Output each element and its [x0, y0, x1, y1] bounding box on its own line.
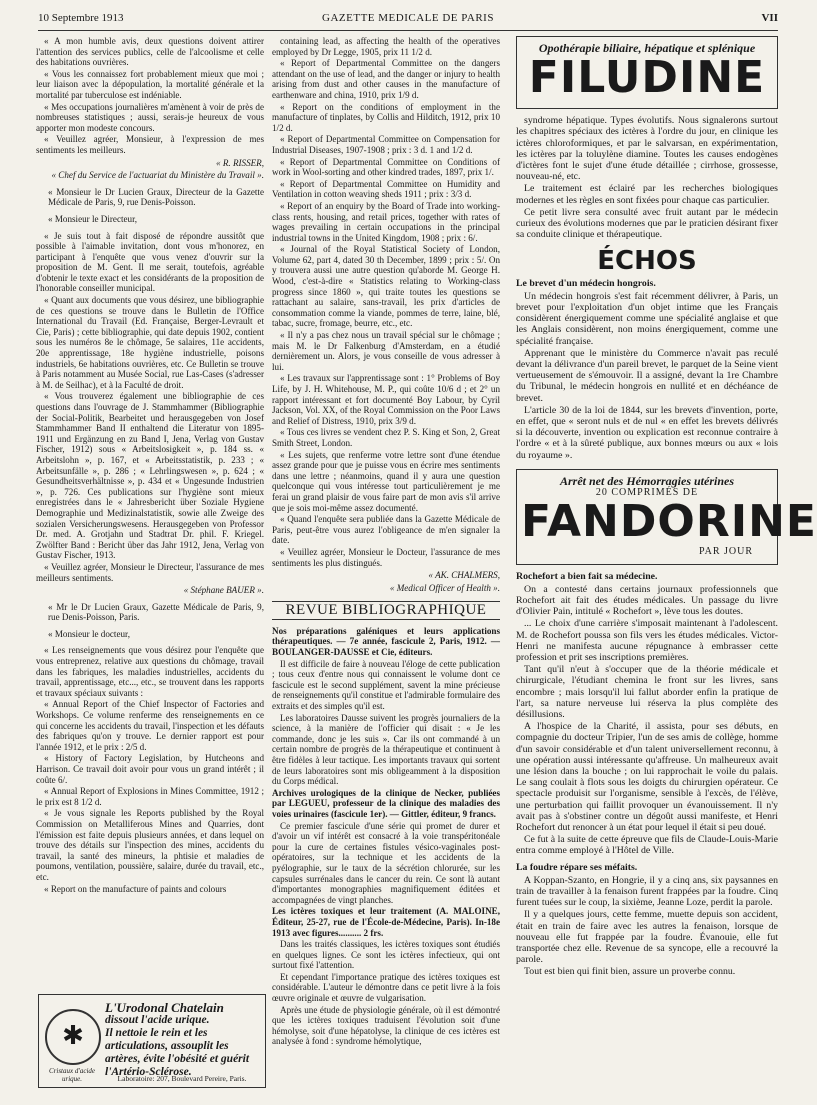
header-rule [38, 30, 778, 31]
paragraph: « Quant aux documents que vous désirez, une bibliographie de ces questions se trouve dans le Bulletin de l'Office International du Travail (Ed. Française, Berger-Levrault et Cie, Paris) ; cette bibliographie, qui date depuis 1902, contient sous les numéros 8e le chômage, 5e salaires, 11e accidents, 20e apprentissage, 18e hygiène industrielle, poisons industriels, 6e habitations ouvrières, etc. Ce Bulletin se trouve à Paris notamment au Musée Social, rue Las-Cases (s'adresser à M. de Seilhac), et à la Faculté de droit. [36, 295, 264, 390]
paragraph: « Veuillez agréer, Monsieur, à l'expression de mes sentiments les meilleurs. [36, 134, 264, 155]
paragraph: Apprenant que le ministère du Commerce n'avait pas reculé devant la délivrance d'un pareil brevet, le parquet de la Seine vient vertueusement de s'émouvoir. Il a assigné, devant la 1re Chambre du Tribunal, le médecin hongrois en nullité et en déchéance de brevet. [516, 347, 778, 404]
salutation: « Monsieur le Directeur, [48, 213, 138, 224]
paragraph: « Journal of the Royal Statistical Society of London, Volume 62, part 4, dated 30 th December, 1899 ; prix : 5/. On y trouvera aussi une autre question qu'aborde M. George H. Wood, c'est-à-dire « Statistics relating to Working-class progress since 1860 », qui traite toutes les questions se rattachant au salaire, sans-travail, les prix d'articles de consommation comme la viande, pommes de terre, laine, blé, tabac, sucre, fromage, beurre, etc., etc. [272, 244, 500, 329]
paragraph: Un médecin hongrois s'est fait récemment délivrer, à Paris, un brevet pour l'exploitation d'un objet intime que les Français considèrent énergiquement comme une spécialité anglaise et que les Anglais considèrent, non moins énergiquement, comme une spécialité française. [516, 290, 778, 347]
paragraph: « History of Factory Legislation, by Hutcheons and Harrison. Ce travail doit avoir pour vous un grand intérêt ; il coûte 6/. [36, 753, 264, 785]
paragraph: « Report of Departmental Committee on Compensation for Industrial Diseases, 1907-1908 ; prix : 3 d. 1 and 1/2 d. [272, 134, 500, 155]
paragraph: A Koppan-Szanto, en Hongrie, il y a cinq ans, six paysannes en train de travailler à la fenaison furent frappées par la foudre. Cinq furent tuées sur le coup, la sixième, Jeanne Loze, perdit la parole. [516, 874, 778, 909]
paragraph: Ce premier fascicule d'une série qui promet de durer et d'avoir un vif intérêt est consacré à la voie transpéritonéale pour la cure de certaines fistules vésico-vaginales post-opératoires, sur la technique et les accidents de la pyélographie, sur le taux de la sécrétion chlorurée, sur les capsules surrénales dans le cancer du rein. Ce sont là autant d'importantes monographies magnifiquement éditées et accompagnées de vingt planches. [272, 820, 500, 905]
paragraph: Tout est bien qui finit bien, assure un proverbe connu. [524, 966, 736, 978]
signature: « R. RISSER, [216, 157, 264, 168]
ad-line: L'Urodonal Chatelain [105, 1000, 224, 1015]
ad-dose: PAR JOUR [698, 546, 753, 558]
paragraph: « Quand l'enquête sera publiée dans la Gazette Médicale de Paris, peut-être vous aurez l'obligeance de m'en signaler la date. [272, 514, 500, 546]
signature-title: « Medical Officer of Health ». [389, 582, 500, 593]
paragraph: « Les sujets, que renferme votre lettre sont d'une étendue assez grande pour que je puisse vous en écrire mes sentiments dans une lettre ; néanmoins, quand il y aura une question quelconque qui vous intéresse tout particulièrement je me ferai un grand plaisir de vous faire part de mon avis s'il arrive que je sois moi-même assez documenté. [272, 449, 500, 513]
ad-subtitle: Arrêt net des Hémorragies utérines [559, 473, 734, 488]
logo-caption: Cristaux d'acide urique. [48, 1067, 96, 1083]
header-title: GAZETTE MEDICALE DE PARIS [322, 12, 494, 24]
paragraph: ... Le choix d'une carrière s'imposait maintenant à l'adolescent. M. de Rochefort poussa son fils vers les études médicales. Victor-Henri ne manifesta aucune répugnance à embrasser cette profession et prit ses inscriptions premières. [516, 618, 778, 663]
paragraph: « Report of Departmental Committee on Humidity and Ventilation in cotton weaving sheds 1911 ; prix : 3/3 d. [272, 178, 500, 200]
address-line: « Monsieur le Dr Lucien Graux, Directeur de la Gazette Médicale de Paris, 9, rue Denis-Poisson. [48, 186, 264, 208]
signature-title: « Chef du Service de l'actuariat du Ministère du Travail ». [51, 170, 264, 181]
paragraph: « Veuillez agréer, Monsieur le Directeur, l'assurance de mes meilleurs sentiments. [36, 561, 264, 583]
paragraph: « Je vous signale les Reports published by the Royal Commission on Metalliferous Mines and Quarries, dont l'émission est faite depuis plusieurs années, et dans lequel on trouve des détails sur l'inspection des mines, accidents du travail, la santé des mineurs, la phtisie et maladies de poumons, ventilation, poussière, salaire, durée du travail, etc., etc. [36, 808, 264, 882]
column-right [516, 36, 817, 1096]
paragraph: « Je suis tout à fait disposé de répondre aussitôt que possible à l'aimable invitation, dont vous m'honorez, en participant à l'enquête que vous venez d'ouvrir sur la proposition de M. Gent. Il me serait, toutefois, agréable d'obtenir le texte exact et les considérants de la proposition de l'honorable conseiller municipal. [36, 230, 264, 294]
ad-address: Laboratoire: 207, Boulevard Pereire, Paris. [117, 1074, 247, 1083]
paragraph: Les laboratoires Dausse suivent les progrès journaliers de la science, à la manière de l'officier qui disait : « Je les commande, donc je les suis ». Car ils ont commandé à un certain nombre de progrès de la thérapeutique et continuent à être fidèles à leur tactique. Les importants travaux qui sortent de leurs laboratoires sont mis obligeamment à la disposition du Corps médical. [272, 712, 500, 787]
paragraph: Après une étude de physiologie générale, où il est démontré que les ictères toxiques traduisent l'évolution soit d'une hémolyse, soit d'une hépatolyse, la clinique de ces ictères est analysée à fond : syndrome hémolytique, [272, 1004, 500, 1047]
paragraph: L'article 30 de la loi de 1844, sur les brevets d'invention, porte, en effet, que « seront nuls et de nul « en effet les brevets délivrés si la découverte, invention ou explication est reconnue contraire à l'ordre « et à la sûreté publique, aux bonnes mœurs ou aux « lois du royaume ». [516, 404, 778, 461]
book-heading: Nos préparations galéniques et leurs applications thérapeutiques. — 7e année, fascicule 2, Paris, 1912. — BOULANGER-DAUSSE et Cie, éditeurs. [272, 625, 500, 658]
paragraph: Et cependant l'importance pratique des ictères toxiques est considérable. L'auteur le démontre dans ce petit livre à la fois œuvre originale et œuvre de vulgarisation. [272, 971, 500, 1004]
paragraph: « Mes occupations journalières m'amènent à voir de près de nombreuses statistiques ; aussi, serais-je heureux de vous apporter mon modeste concours. [36, 101, 264, 133]
paragraph: Ce fut à la suite de cette épreuve que fils de Claude-Louis-Marie entra comme employé à l'Hôtel de Ville. [516, 834, 778, 857]
paragraph: « A mon humble avis, deux questions doivent attirer l'attention des services publics, celle de l'alcoolisme et celle des habitations ouvrières. [36, 36, 264, 68]
ad-line: dissout l'acide urique. [105, 1014, 210, 1026]
fandorine-advertisement [516, 469, 817, 565]
paragraph: « Report on the conditions of employment in the manufacture of tinplates, by Collis and Hilditch, 1912, prix 10 1/2 d. [272, 101, 500, 133]
paragraph: « Les travaux sur l'apprentissage sont : 1° Problems of Boy Life, by J. H. Whitehouse, M. P., qui coûte 10/6 d ; et 2° un rapport intéressant et fort documenté Boy Labour, by Cyril Jackson, Vol. XX, of the Royal Commission on the Poor Laws and Relief of Distress, 1910, prix 3/9 d. [272, 373, 500, 426]
book-heading: Archives urologiques de la clinique de Necker, publiées par LEGUEU, professeur de la clinique des maladies des voies urinaires (fascicule 1er). — Gittler, éditeur, 9 francs. [272, 787, 500, 819]
header-date: 10 Septembre 1913 [38, 12, 124, 24]
ad-brand: FILUDINE [528, 52, 766, 104]
paragraph: « Vous les connaissez fort probablement mieux que moi ; leur liaison avec la dépopulation, la mortalité générale et la mortalité par tuberculose est indéniable. [36, 68, 264, 100]
paragraph: Dans les traités classiques, les ictères toxiques sont étudiés en quelques lignes. Ce sont les ictères infectieux, qui ont surtout fixé l'attention. [272, 939, 500, 971]
book-heading: Les ictères toxiques et leur traitement (A. MALOINE, Éditeur, 25-27, rue de l'École-de-Médecine, Paris). In-18e 1913 avec figures.......... 2 frs. [272, 906, 500, 938]
paragraph: Ce petit livre sera consulté avec fruit autant par le médecin curieux des évolutions modernes que par le praticien désirant fixer sa conduite clinique et thérapeutique. [516, 206, 778, 241]
paragraph: Il est difficile de faire à nouveau l'éloge de cette publication ; tous ceux d'entre nous qui connaissent le volume dont ce fascicule est le second supplément, savent la mine précieuse de renseignements qu'il constitue et l'admirable formulaire des extraits et des simples qu'il est. [272, 658, 500, 712]
paragraph: « Report on the manufacture of paints and colours [44, 883, 227, 894]
paragraph: « Veuillez agréer, Monsieur le Docteur, l'assurance de mes sentiments les plus distingués. [272, 546, 500, 568]
urodonal-advertisement [38, 994, 266, 1088]
paragraph: « Report of Departmental Committee on the dangers attendant on the use of lead, and the danger or injury to health arising from dust and other causes in the manufacture of earthenware and china, 1910, prix 1/9 d. [272, 58, 500, 100]
page-header [38, 10, 778, 28]
ad-text [105, 1001, 261, 1079]
section-title-revue: REVUE BIBLIOGRAPHIQUE [272, 601, 500, 620]
ad-brand: FANDORINE [521, 496, 817, 548]
paragraph: « Vous trouverez également une bibliographie de ces questions dans l'ouvrage de J. Stammhammer (Bibliographie der Social-Politik, Bearbeitet und herausgegeben von Josef Stammhammer Band II enthaltend die Literatur von 1895-1911 und Ergänzung en zu Band I, Jena, Verlag von Gustav Fischer, 1912) sous « Arbeitslosigkeit », p. 184 ss. « Arbeitslohn », p. 167, et « Arbeitsstatistik, p. 233 ; « Arbeitsunfälle », p. 286 ; « Lehrlingswesen », p. 624 ; « Gesundheitsverhältnisse », p. 434 et « Ungesunde Industrien », p. 726. Ces publications sur l'hygiène sont mieux enregistrées dans le « Jahresbericht über Soziale Hygiene Demographie und Medizinalstatistik, sowie alle Zweige des sozialen Versicherungswesens. Herausgegeben von Professor Dr. med. A. Grotjahn und Stadtrat Dr. phil. F. Kriegel. Zwölfter Band : Bericht über das Jahr 1912, Jena, Verlag von Gustav Fischer, 1913. [36, 391, 264, 561]
paragraph: containing lead, as affecting the health of the operatives employed by Dr Legge, 1905, prix 11 1/2 d. [272, 36, 500, 57]
ad-subtitle: Opothérapie biliaire, hépatique et splénique [538, 41, 756, 55]
signature: « Stéphane BAUER ». [183, 585, 264, 596]
paragraph: syndrome hépatique. Types évolutifs. Nous signalerons surtout les chapitres spéciaux des ictères à l'ordre du jour, en clinique les ictères chloroformiques, et par le salvarsan, en expérimentation, les ictères par la toluylène diamine. Toutes les causes endogènes d'ictères font le sujet d'une étude détaillée ; cirrhose, grossesse, nouveau-né, etc. [516, 115, 778, 183]
salutation: « Monsieur le docteur, [48, 628, 130, 639]
paragraph: « Tous ces livres se vendent chez P. S. King et Son, 2, Great Smith Street, London. [272, 427, 500, 448]
header-page-number: VII [761, 12, 778, 24]
paragraph: A l'hospice de la Charité, il assista, pour ses débuts, en compagnie du docteur Tripier, l'un de ses amis de collège, homme d'un savoir considérable et d'un talent universellement reconnu, à une opération aussi intéressante qu'affreuse. Un malheureux avait une lésion dans la bouche ; on lui rapprochait le voile du palais. Le sang coulait à flots sous les doigts du chirurgien opérateur. Ce spectacle produisit sur l'organisme, sensible à l'excès, de l'élève, une perturbation qui faillit provoquer un évanouissement. Il n'y avait pas à s'obstiner contre un dégoût aussi manifeste, et Henri Rochefort dut renoncer à un état pour lequel il était si peu doué. [516, 721, 778, 833]
column-left [36, 36, 264, 991]
paragraph: « Report of an enquiry by the Board of Trade into working-class rents, housing, and retail prices, together with rates of wages prevailing in certain occupations in the principal industrial towns in the United Kingdom, 1908 ; prix : 6/. [272, 200, 500, 243]
paragraph: « Report of Departmental Committee on Conditions of work in Wool-sorting and other kindred trades, 1897, prix 1/. [272, 156, 500, 178]
news-heading: Le brevet d'un médecin hongrois. [516, 277, 656, 289]
signature: « AK. CHALMERS, [428, 570, 500, 581]
paragraph: Il y a quelques jours, cette femme, muette depuis son accident, était en train de faire avec les autres la fenaison, lorsque de nouveau elle fut frappée par la foudre. Évanouie, elle fut transportée chez elle. Revenue de sa syncope, elle a recouvré la parole. [516, 909, 778, 966]
ad-line: Il nettoie le rein et les articulations, assouplit les artères, évite l'obésité et guérit l'Artério-Sclérose. [105, 1027, 250, 1078]
paragraph: Tant qu'il n'eut à s'occuper que de la théorie médicale et chirurgicale, l'étudiant chemina le front sur les livres, sans encombre ; mais lorsqu'il lui fallut aborder enfin la pratique de l'art, sa nature nerveuse lui réserva la plus complète des désillusions. [516, 664, 778, 720]
urodonal-logo-icon: ✱ [45, 1009, 101, 1065]
paragraph: « Il n'y a pas chez nous un travail spécial sur le chômage ; mais M. le Dr Falkenburg d'Amsterdam, en a étudié dernièrement un. Alors, je vous conseille de vous adresser à lui. [272, 330, 500, 372]
column-middle [272, 36, 500, 1096]
news-heading: La foudre répare ses méfaits. [516, 861, 638, 873]
ad-count: 20 COMPRIMÉS DE [595, 487, 699, 499]
news-heading: Rochefort a bien fait sa médecine. [516, 570, 658, 582]
paragraph: On a contesté dans certains journaux professionnels que Rochefort ait fait des études médicales. Un passage du livre d'Olivier Pain, intitulé « Rochefort », lève tous les doutes. [516, 583, 778, 618]
paragraph: Le traitement est éclairé par les recherches biologiques modernes et les règles en sont fixées pour chaque cas particulier. [516, 183, 778, 206]
address-line: « Mr le Dr Lucien Graux, Gazette Médicale de Paris, 9, rue Denis-Poisson, Paris. [48, 601, 264, 623]
filudine-advertisement [516, 36, 778, 109]
paragraph: « Les renseignements que vous désirez pour l'enquête que vous entreprenez, relative aux questions du chômage, travail dans les fabriques, les maladies industrielles, accidents du travail, apprentissage, etc..., etc., se trouvent dans les rapports et travaux spéciaux suivants : [36, 645, 264, 698]
section-title-echos: ÉCHOS [597, 246, 697, 277]
paragraph: « Annual Report of the Chief Inspector of Factories and Workshops. Ce volume renferme des renseignements en ce qui concerne les accidents du travail, l'inspection et les défauts des fabriques qu'on y trouve. Le dernier rapport est pour l'année 1912, et le prix : 2/5 d. [36, 699, 264, 752]
paragraph: « Annual Report of Explosions in Mines Committee, 1912 ; le prix est 8 1/2 d. [36, 786, 264, 807]
